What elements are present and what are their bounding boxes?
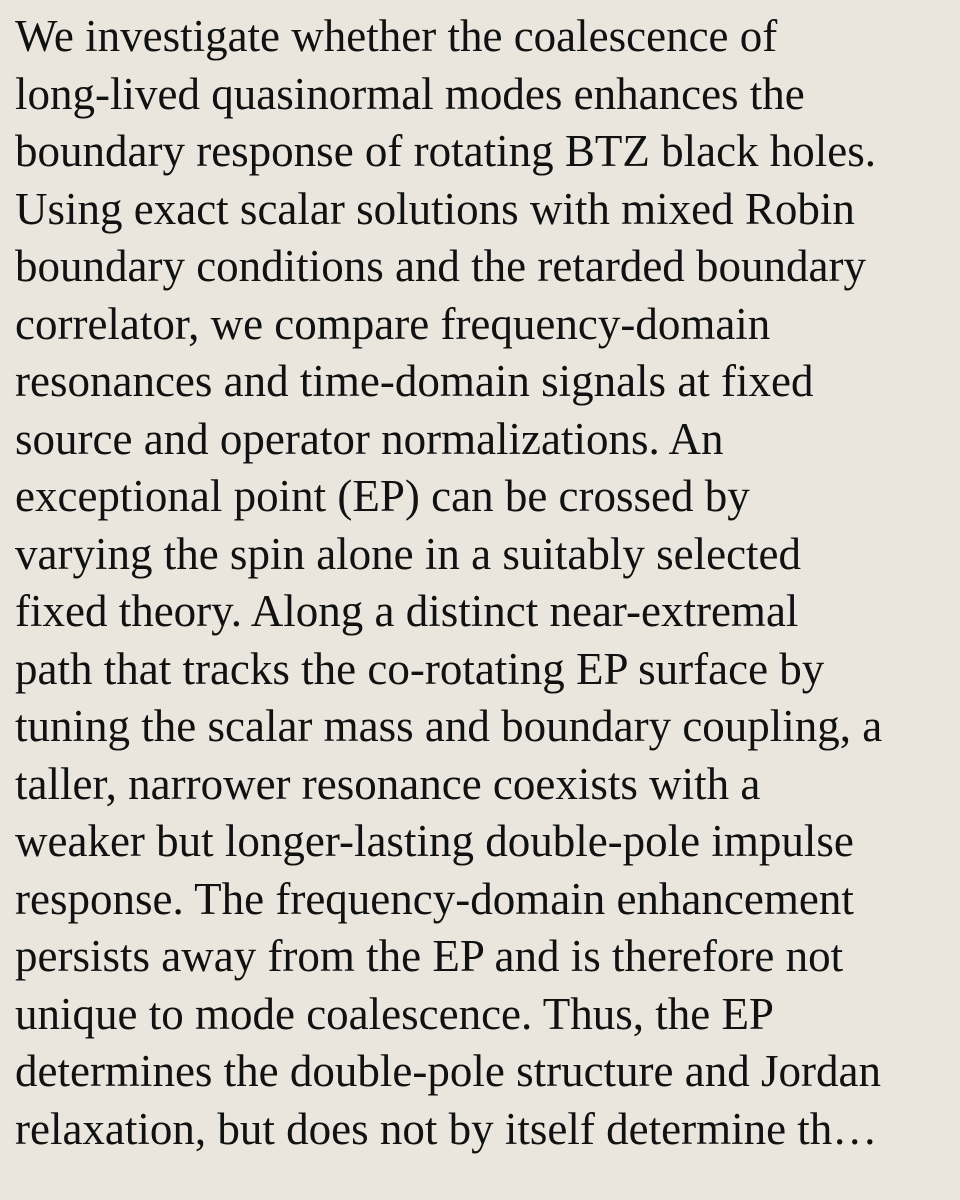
abstract-line: boundary response of rotating BTZ black holes.	[15, 126, 877, 176]
abstract-line: relaxation, but does not by itself determine th…	[15, 1103, 878, 1154]
abstract-line: taller, narrower resonance coexists with a	[15, 758, 761, 809]
abstract-line: persists away from the EP and is therefore not	[15, 931, 844, 981]
abstract-line: response. The frequency-domain enhancement	[15, 873, 854, 924]
abstract-line: tuning the scalar mass and boundary coupling, a	[15, 701, 883, 751]
abstract-line: We investigate whether the coalescence of	[15, 11, 778, 61]
abstract-line: weaker but longer-lasting double-pole impulse	[15, 816, 854, 866]
abstract-line: exceptional point (EP) can be crossed by	[15, 471, 750, 521]
abstract-line: Using exact scalar solutions with mixed Robin	[15, 183, 855, 234]
abstract-line: source and operator normalizations. An	[15, 413, 724, 464]
abstract-line: correlator, we compare frequency-domain	[15, 298, 771, 349]
abstract-line: long-lived quasinormal modes enhances the	[15, 68, 805, 119]
abstract-line: fixed theory. Along a distinct near-extremal	[15, 586, 799, 636]
abstract-paragraph	[15, 8, 960, 1158]
abstract-line: unique to mode coalescence. Thus, the EP	[15, 988, 774, 1039]
abstract-line: path that tracks the co-rotating EP surface by	[15, 643, 825, 694]
abstract-line: resonances and time-domain signals at fixed	[15, 356, 814, 406]
abstract-line: varying the spin alone in a suitably selected	[15, 528, 802, 579]
abstract-line: boundary conditions and the retarded boundary	[15, 241, 867, 291]
abstract-line: determines the double-pole structure and Jordan	[15, 1046, 881, 1096]
